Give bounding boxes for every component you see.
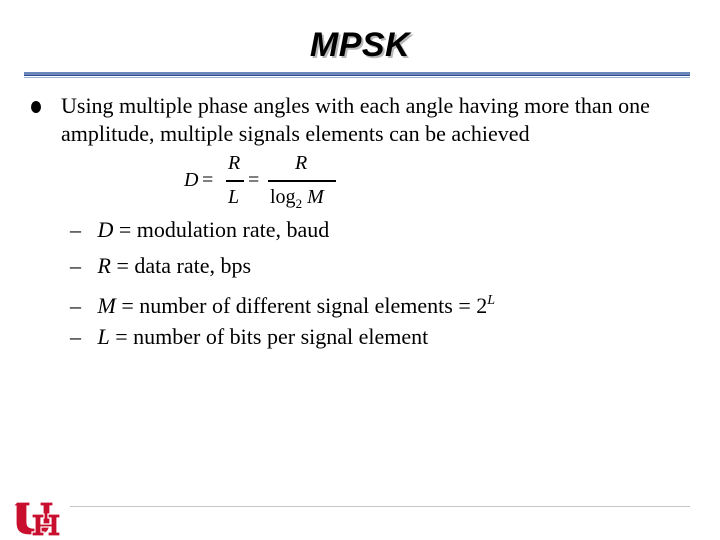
bullet-text: Using multiple phase angles with each angle having more than one amplitude, multiple signals elements can be achieved bbox=[61, 93, 650, 146]
definition-item bbox=[70, 288, 630, 319]
title-divider-thin bbox=[24, 77, 690, 78]
definition-symbol: D bbox=[97, 217, 114, 242]
definition-symbol: R bbox=[97, 253, 111, 278]
formula-fraction2-bar bbox=[268, 180, 336, 182]
dash-bullet: – bbox=[70, 217, 81, 242]
definition-item bbox=[70, 324, 630, 350]
formula-log-base: 2 bbox=[295, 196, 303, 211]
definition-item bbox=[70, 253, 630, 279]
formula-fraction1-bar bbox=[226, 180, 244, 182]
formula-fraction2-denominator bbox=[270, 186, 324, 209]
title-divider bbox=[24, 72, 690, 76]
definition-text: = data rate, bps bbox=[110, 253, 252, 278]
formula-fraction1-denominator: L bbox=[228, 186, 240, 208]
university-logo-icon bbox=[14, 500, 74, 540]
rate-formula bbox=[182, 150, 382, 214]
formula-log: log bbox=[270, 186, 296, 208]
definition-item bbox=[70, 217, 630, 243]
definition-superscript: L bbox=[487, 293, 496, 308]
bullet-icon bbox=[31, 101, 41, 113]
dash-bullet: – bbox=[70, 253, 81, 278]
definition-symbol: L bbox=[97, 324, 110, 349]
dash-bullet: – bbox=[70, 324, 81, 349]
footer-divider bbox=[70, 506, 690, 507]
definition-text: = number of different signal elements = 2 bbox=[115, 293, 488, 318]
formula-log-argument: M bbox=[307, 186, 324, 208]
dash-bullet: – bbox=[70, 293, 81, 318]
definition-text: = number of bits per signal element bbox=[109, 324, 429, 349]
formula-fraction1-numerator: R bbox=[228, 152, 241, 174]
definition-symbol: M bbox=[97, 293, 116, 318]
formula-lhs: D bbox=[184, 169, 199, 191]
formula-equals-1: = bbox=[202, 169, 214, 191]
formula-fraction2-numerator: R bbox=[295, 152, 308, 174]
formula-equals-2: = bbox=[248, 169, 260, 191]
definition-text: = modulation rate, baud bbox=[113, 217, 330, 242]
slide-title: MPSK bbox=[309, 26, 411, 64]
